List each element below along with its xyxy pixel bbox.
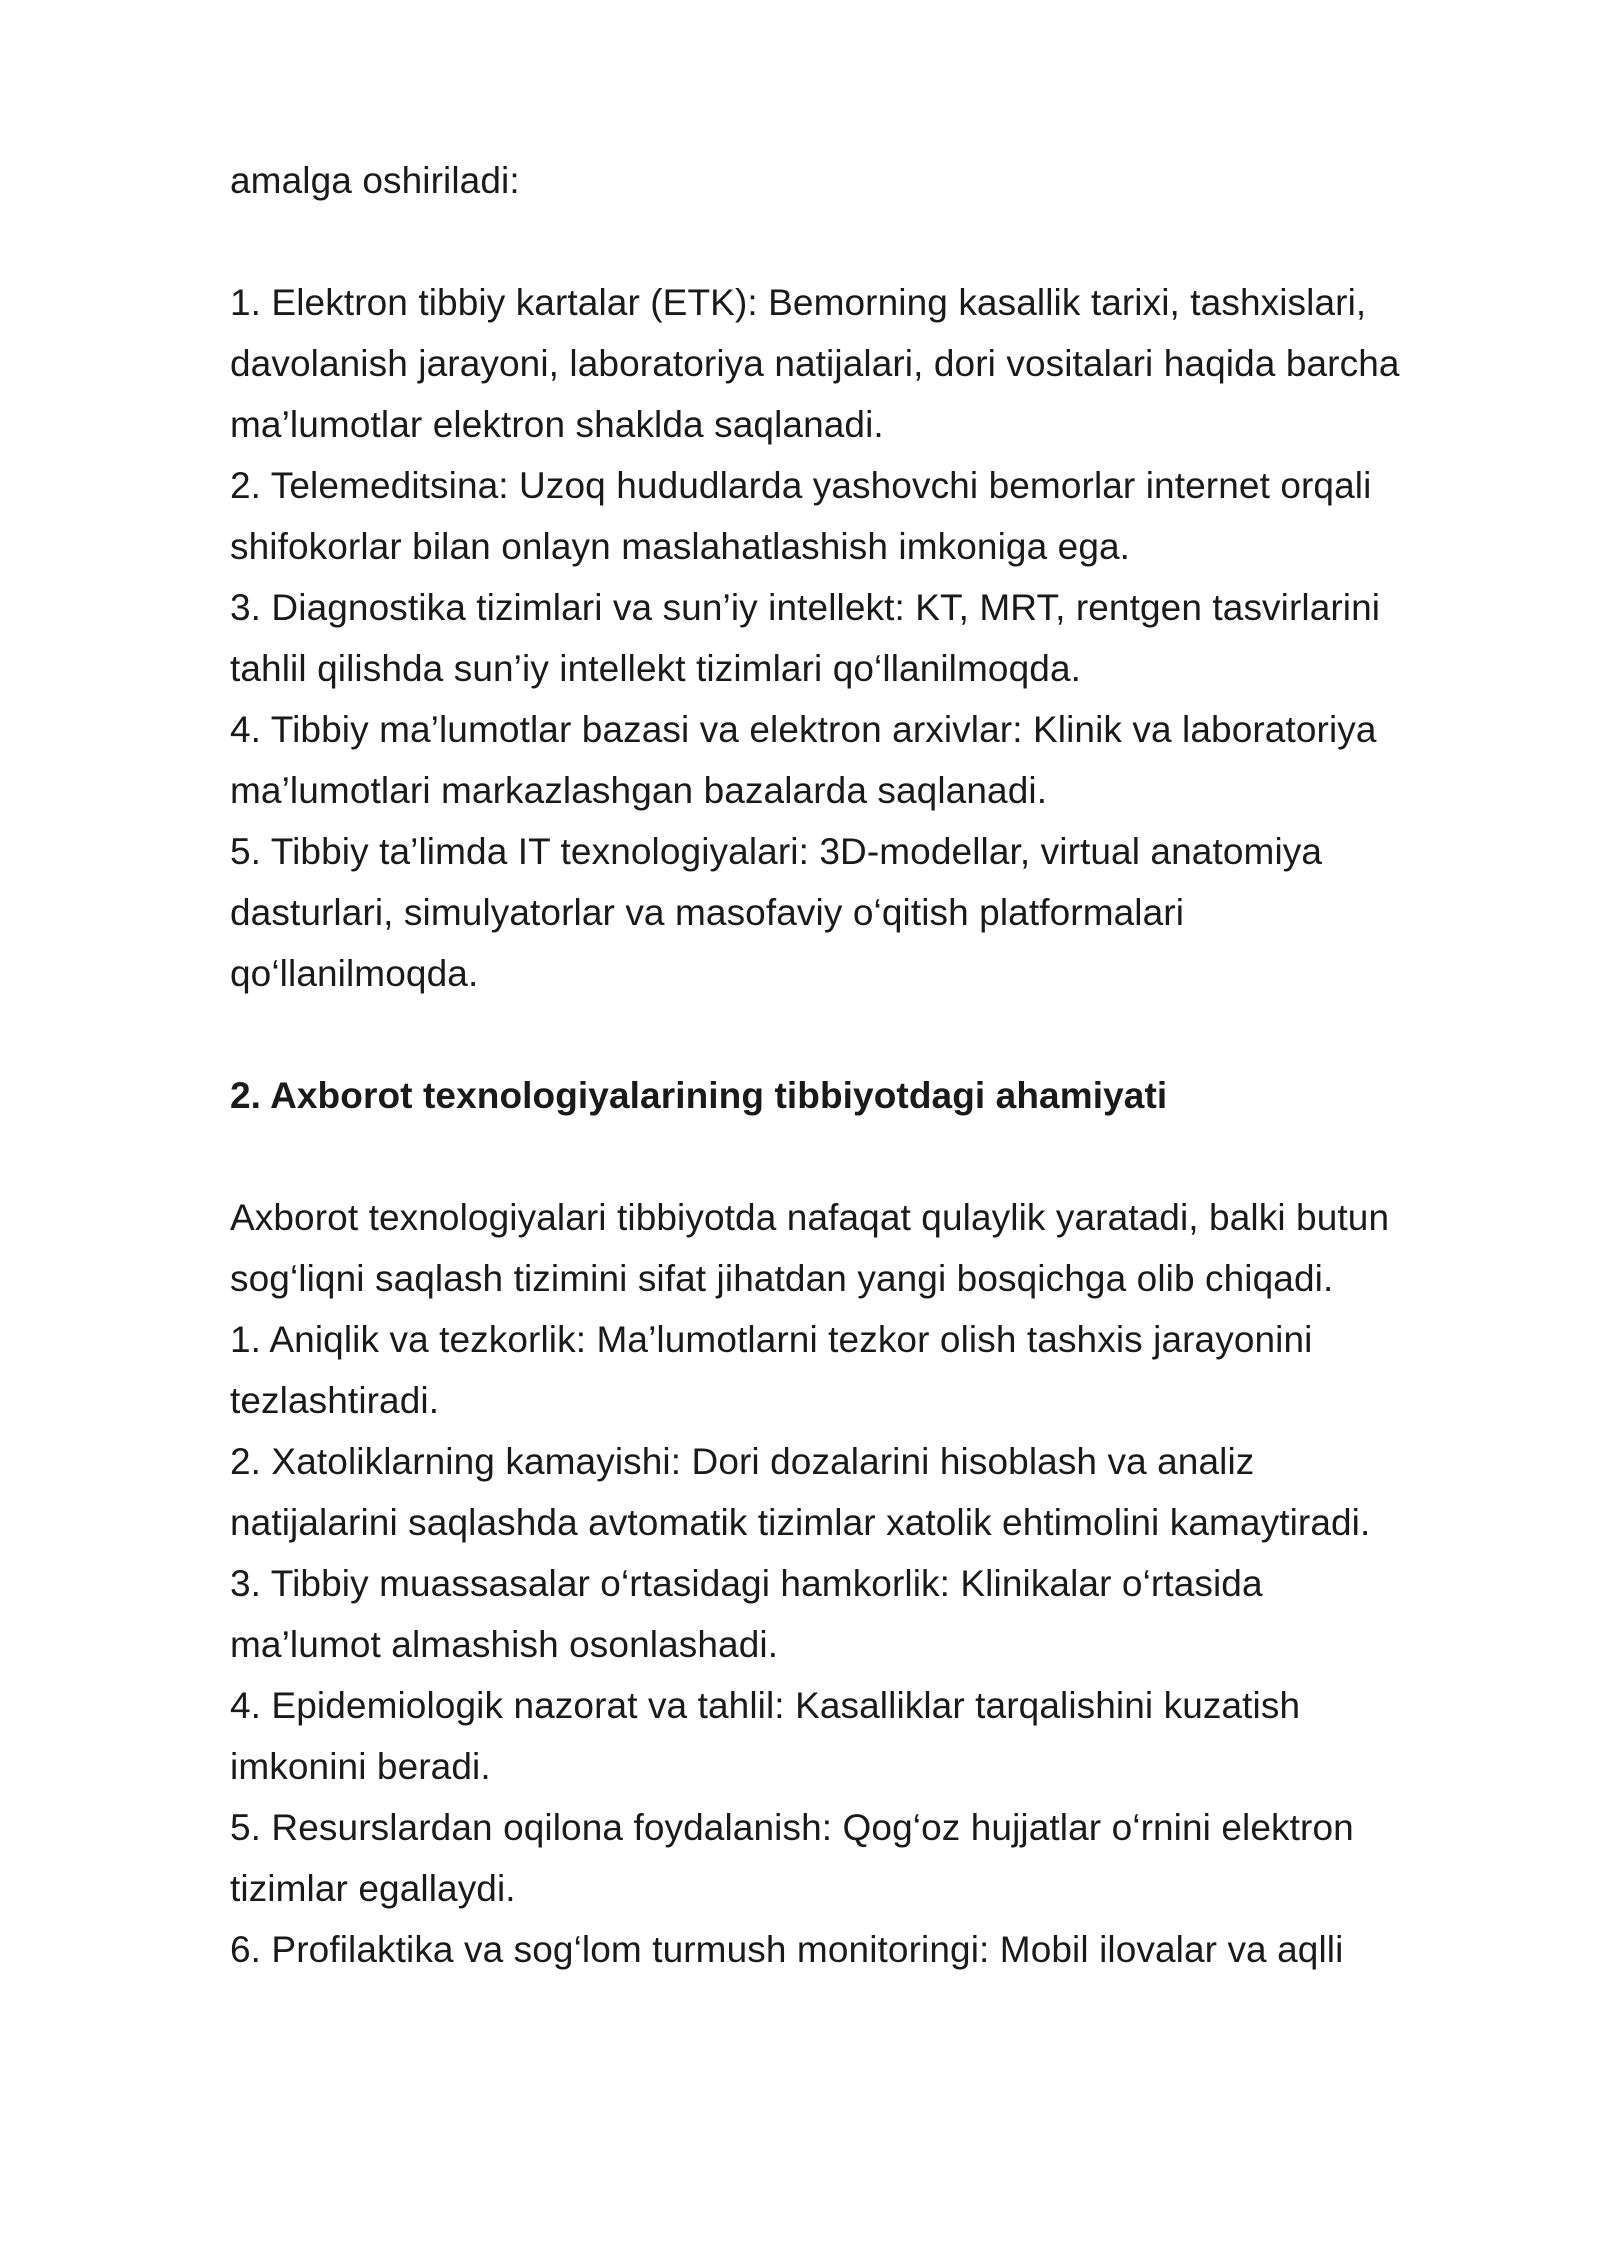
list-item — [230, 699, 1530, 821]
list-item-line: ma’lumotlar elektron shaklda saqlanadi. — [230, 404, 884, 445]
list-item — [230, 272, 1530, 455]
list-item-line: tahlil qilishda sun’iy intellekt tizimlari qo‘llanilmoqda. — [230, 648, 1082, 689]
intro-fragment: amalga oshiriladi: — [230, 160, 520, 201]
document-body — [230, 150, 1530, 1980]
section2-list — [230, 1309, 1530, 1980]
list-item-line: 5. Tibbiy ta’limda IT texnologiyalari: 3D-modellar, virtual anatomiya — [230, 831, 1323, 872]
list-item-line: 5. Resurslardan oqilona foydalanish: Qog‘oz hujjatlar o‘rnini elektron — [230, 1807, 1354, 1848]
list-item-line: 2. Telemeditsina: Uzoq hududlarda yashovchi bemorlar internet orqali — [230, 465, 1372, 506]
section-heading: 2. Axborot texnologiyalarining tibbiyotdagi ahamiyati — [230, 1075, 1168, 1116]
list-item — [230, 1797, 1530, 1919]
list-item-line: 3. Diagnostika tizimlari va sun’iy intellekt: KT, MRT, rentgen tasvirlarini — [230, 587, 1381, 628]
spacer — [230, 211, 1530, 272]
list-item-line: imkonini beradi. — [230, 1746, 491, 1787]
spacer — [230, 1126, 1530, 1187]
spacer — [230, 1004, 1530, 1065]
list-item-line: davolanish jarayoni, laboratoriya natijalari, dori vositalari haqida barcha — [230, 343, 1400, 384]
list-item-line: shifokorlar bilan onlayn maslahatlashish imkoniga ega. — [230, 526, 1131, 567]
list-item — [230, 577, 1530, 699]
list-item — [230, 1675, 1530, 1797]
list-item-line: 1. Aniqlik va tezkorlik: Ma’lumotlarni tezkor olish tashxis jarayonini — [230, 1319, 1313, 1360]
list-item-line: 3. Tibbiy muassasalar o‘rtasidagi hamkorlik: Klinikalar o‘rtasida — [230, 1563, 1263, 1604]
list-item — [230, 1553, 1530, 1675]
list-item-line: 4. Epidemiologik nazorat va tahlil: Kasalliklar tarqalishini kuzatish — [230, 1685, 1301, 1726]
list-item-line: 1. Elektron tibbiy kartalar (ETK): Bemorning kasallik tarixi, tashxislari, — [230, 282, 1367, 323]
paragraph-line: Axborot texnologiyalari tibbiyotda nafaqat qulaylik yaratadi, balki butun — [230, 1197, 1390, 1238]
section2-intro — [230, 1187, 1530, 1309]
list-item-line: 6. Profilaktika va sog‘lom turmush monitoringi: Mobil ilovalar va aqlli — [230, 1929, 1344, 1970]
list-item-line: qo‘llanilmoqda. — [230, 953, 479, 994]
list-item-line: 4. Tibbiy ma’lumotlar bazasi va elektron arxivlar: Klinik va laboratoriya — [230, 709, 1377, 750]
list-item-line: dasturlari, simulyatorlar va masofaviy o‘qitish platformalari — [230, 892, 1185, 933]
list-item-line: tezlashtiradi. — [230, 1380, 440, 1421]
list-item — [230, 1309, 1530, 1431]
list-item-line: natijalarini saqlashda avtomatik tizimlar xatolik ehtimolini kamaytiradi. — [230, 1502, 1371, 1543]
section1-list — [230, 272, 1530, 1004]
list-item-line: 2. Xatoliklarning kamayishi: Dori dozalarini hisoblash va analiz — [230, 1441, 1255, 1482]
list-item — [230, 1431, 1530, 1553]
list-item — [230, 1919, 1530, 1980]
list-item-line: ma’lumotlari markazlashgan bazalarda saqlanadi. — [230, 770, 1048, 811]
list-item-line: tizimlar egallaydi. — [230, 1868, 516, 1909]
list-item — [230, 821, 1530, 1004]
paragraph-line: sog‘liqni saqlash tizimini sifat jihatdan yangi bosqichga olib chiqadi. — [230, 1258, 1334, 1299]
list-item-line: ma’lumot almashish osonlashadi. — [230, 1624, 779, 1665]
list-item — [230, 455, 1530, 577]
